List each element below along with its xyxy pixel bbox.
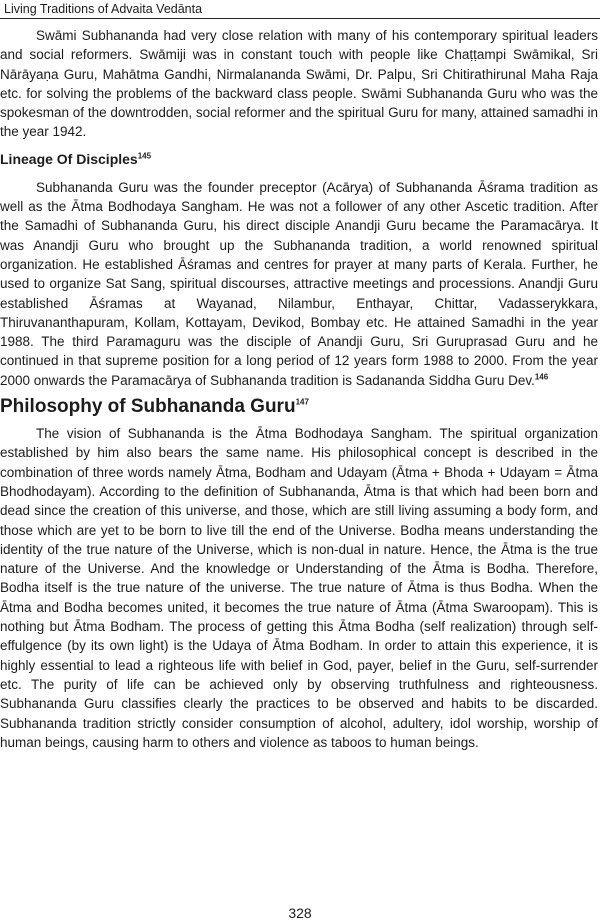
running-head: Living Traditions of Advaita Vedānta — [4, 2, 203, 16]
paragraph-lineage — [0, 178, 598, 390]
philosophy-heading-text: Philosophy of Subhananda Guru — [0, 396, 296, 418]
page-content — [0, 26, 598, 752]
header-rule — [0, 18, 600, 19]
lineage-heading-text: Lineage Of Disciples — [0, 150, 138, 167]
philosophy-heading — [0, 394, 598, 419]
philosophy-heading-footnote: 147 — [295, 397, 309, 407]
lineage-heading — [0, 150, 598, 168]
paragraph-lineage-text: Subhananda Guru was the founder preceptor (Acārya) of Subhananda Āśrama tradition as well as the Ātma Bodhodaya Sangham. He was not a follower of any other Ascetic tradition. After the Samadhi of Subhananda Guru, his direct disciple Anandji Guru became the Paramacārya. It was Anandji Guru who brought up the Subhananda tradition, a world renowned spiritual organization. He established Āśramas and centres for prayer at many parts of Kerala. Further, he used to organize Sat Sang, spiritual discourses, attractive meetings and processions. Anandji Guru established Āśramas at Wayanad, Nilambur, Enthayar, Chittar, Vadasserykkara, Thiruvananthapuram, Kollam, Kottayam, Devikod, Bombay etc. He attained Samadhi in the year 1988. The third Paramaguru was the disciple of Anandji Guru, Sri Guruprasad Guru and he continued in that supreme position for a long period of 12 years form 1988 to 2000. From the year 2000 onwards the Paramacārya of Subhananda tradition is Sadananda Siddha Guru Dev. — [0, 179, 598, 388]
lineage-heading-footnote: 145 — [137, 151, 152, 161]
page-number: 328 — [288, 905, 312, 921]
paragraph-subhananda-relations: Swāmi Subhananda had very close relation with many of his contemporary spiritual leaders and social reformers. Swāmiji was in constant touch with people like Chaṭṭampi Swāmikal, Sri Nārāyaṇa Guru, Mahātma Gandhi, Nirmalananda Swāmi, Dr. Palpu, Sri Chitirathirunal Maha Raja etc. for solving the problems of the backward class people. Swāmi Subhananda Guru who was the spokesman of the downtrodden, social reformer and the spiritual Guru for many, attained samadhi in the year 1942. — [0, 28, 598, 140]
paragraph-philosophy: The vision of Subhananda is the Ātma Bodhodaya Sangham. The spiritual organization established by him also bears the same name. His philosophical concept is described in the combination of three words namely Ātma, Bodham and Udayam (Ātma + Bhoda + Udayam = Ātma Bhodhodayam). According to the definition of Subhananda, Ātma is that which had been born and dead since the creation of this universe, and those, which are still living assuming a body form, and those which are yet to be born to live till the end of the Universe. Bodha means understanding the identity of the true nature of the Universe, which is non-dual in nature. Hence, the Ātma is the true nature of the Universe. And the knowledge or Understanding of the Ātma is Bodha. Therefore, Bodha itself is the true nature of the universe. The true nature of Ātma is thus Bodha. When the Ātma and Bodha becomes united, it becomes the true nature of Ātma (Ātma Swaroopam). This is nothing but Ātma Bodham. The process of getting this Ātma Bodha (self realization) through self-effulgence (by its own light) is the Udaya of Ātma Bodham. In order to attain this experience, it is highly essential to lead a righteous life with belief in God, payer, belief in the Guru, self-surrender etc. The purity of life can be achieved only by observing truthfulness and righteousness. Subhananda Guru classifies clearly the practices to be observed and habits to be discarded. Subhananda tradition strictly consider consumption of alcohol, adultery, idol worship, worship of human beings, causing harm to others and violence as taboos to human beings. — [0, 426, 598, 750]
paragraph-lineage-footnote: 146 — [534, 372, 549, 382]
